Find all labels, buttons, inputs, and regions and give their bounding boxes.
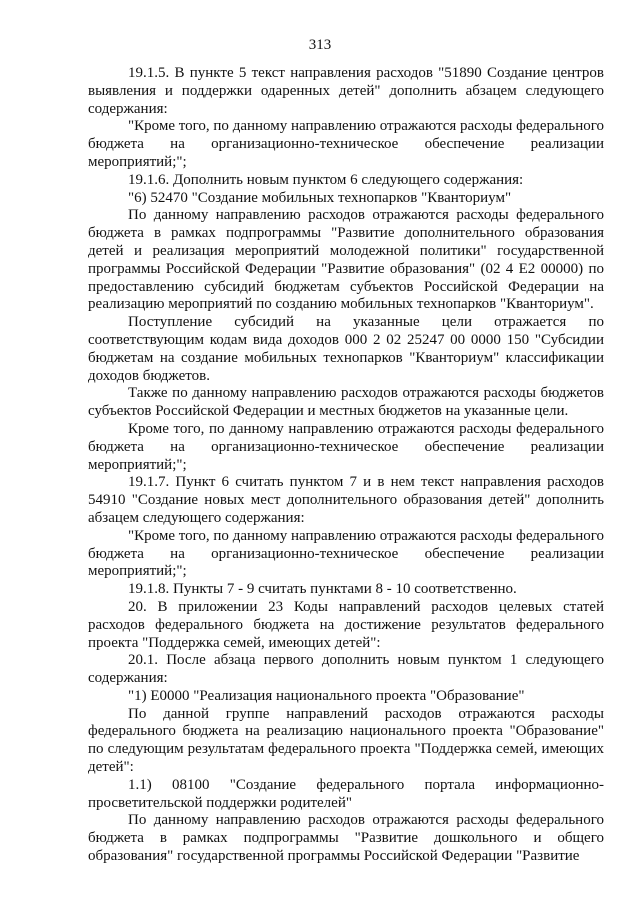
paragraph: 19.1.5. В пункте 5 текст направления расходов "51890 Создание центров выявления и поддержки одаренных детей" дополнить абзацем следующего содержания: [88, 65, 604, 117]
paragraph: Также по данному направлению расходов отражаются расходы бюджетов субъектов Российской Федерации и местных бюджетов на указанные цели. [88, 385, 604, 420]
paragraph: 19.1.6. Дополнить новым пунктом 6 следующего содержания: [128, 171, 524, 188]
paragraph: По данной группе направлений расходов отражаются расходы федерального бюджета на реализацию национального проекта "Образование" по следующим результатам федерального проекта "Поддержка семей, имеющих детей": [88, 705, 604, 776]
paragraph: "1) E0000 "Реализация национального проекта "Образование" [128, 687, 525, 704]
paragraph: 20. В приложении 23 Коды направлений расходов целевых статей расходов федерального бюджета на достижение результатов федерального проекта "Поддержка семей, имеющих детей": [88, 598, 604, 651]
paragraph: По данному направлению расходов отражаются расходы федерального бюджета в рамках подпрограммы "Развитие дополнительного образования детей и реализация мероприятий молодежной политики" государственной программы Российской Федерации "Развитие образования" (02 4 E2 00000) по предоставлению субсидий бюджетам субъектов Российской Федерации на реализацию мероприятий по созданию мобильных технопарков "Кванториум". [88, 207, 604, 313]
paragraph: "6) 52470 "Создание мобильных технопарков "Кванториум" [128, 189, 512, 206]
document-body [88, 65, 604, 866]
paragraph: 20.1. После абзаца первого дополнить новым пунктом 1 следующего содержания: [88, 652, 604, 687]
paragraph: "Кроме того, по данному направлению отражаются расходы федерального бюджета на организационно-техническое обеспечение реализации мероприятий;"; [88, 118, 604, 170]
paragraph: По данному направлению расходов отражаются расходы федерального бюджета в рамках подпрограммы "Развитие дошкольного и общего образования" государственной программы Российской Федерации "Развитие [88, 812, 604, 865]
paragraph: "Кроме того, по данному направлению отражаются расходы федерального бюджета на организационно-техническое обеспечение реализации мероприятий;"; [88, 527, 604, 580]
paragraph: Кроме того, по данному направлению отражаются расходы федерального бюджета на организационно-техническое обеспечение реализации мероприятий;"; [88, 420, 604, 473]
page-number: 313 [308, 37, 332, 53]
paragraph: Поступление субсидий на указанные цели отражается по соответствующим кодам вида доходов 000 2 02 25247 00 0000 150 "Субсидии бюджетам на создание мобильных технопарков "Кванториум" классификации доходов бюджетов. [88, 314, 604, 384]
paragraph: 1.1) 08100 "Создание федерального портала информационно-просветительской поддержки родителей" [88, 776, 604, 811]
paragraph: 19.1.7. Пункт 6 считать пунктом 7 и в нем текст направления расходов 54910 "Создание новых мест дополнительного образования детей" дополнить абзацем следующего содержания: [88, 474, 604, 526]
paragraph: 19.1.8. Пункты 7 - 9 считать пунктами 8 - 10 соответственно. [128, 581, 517, 598]
